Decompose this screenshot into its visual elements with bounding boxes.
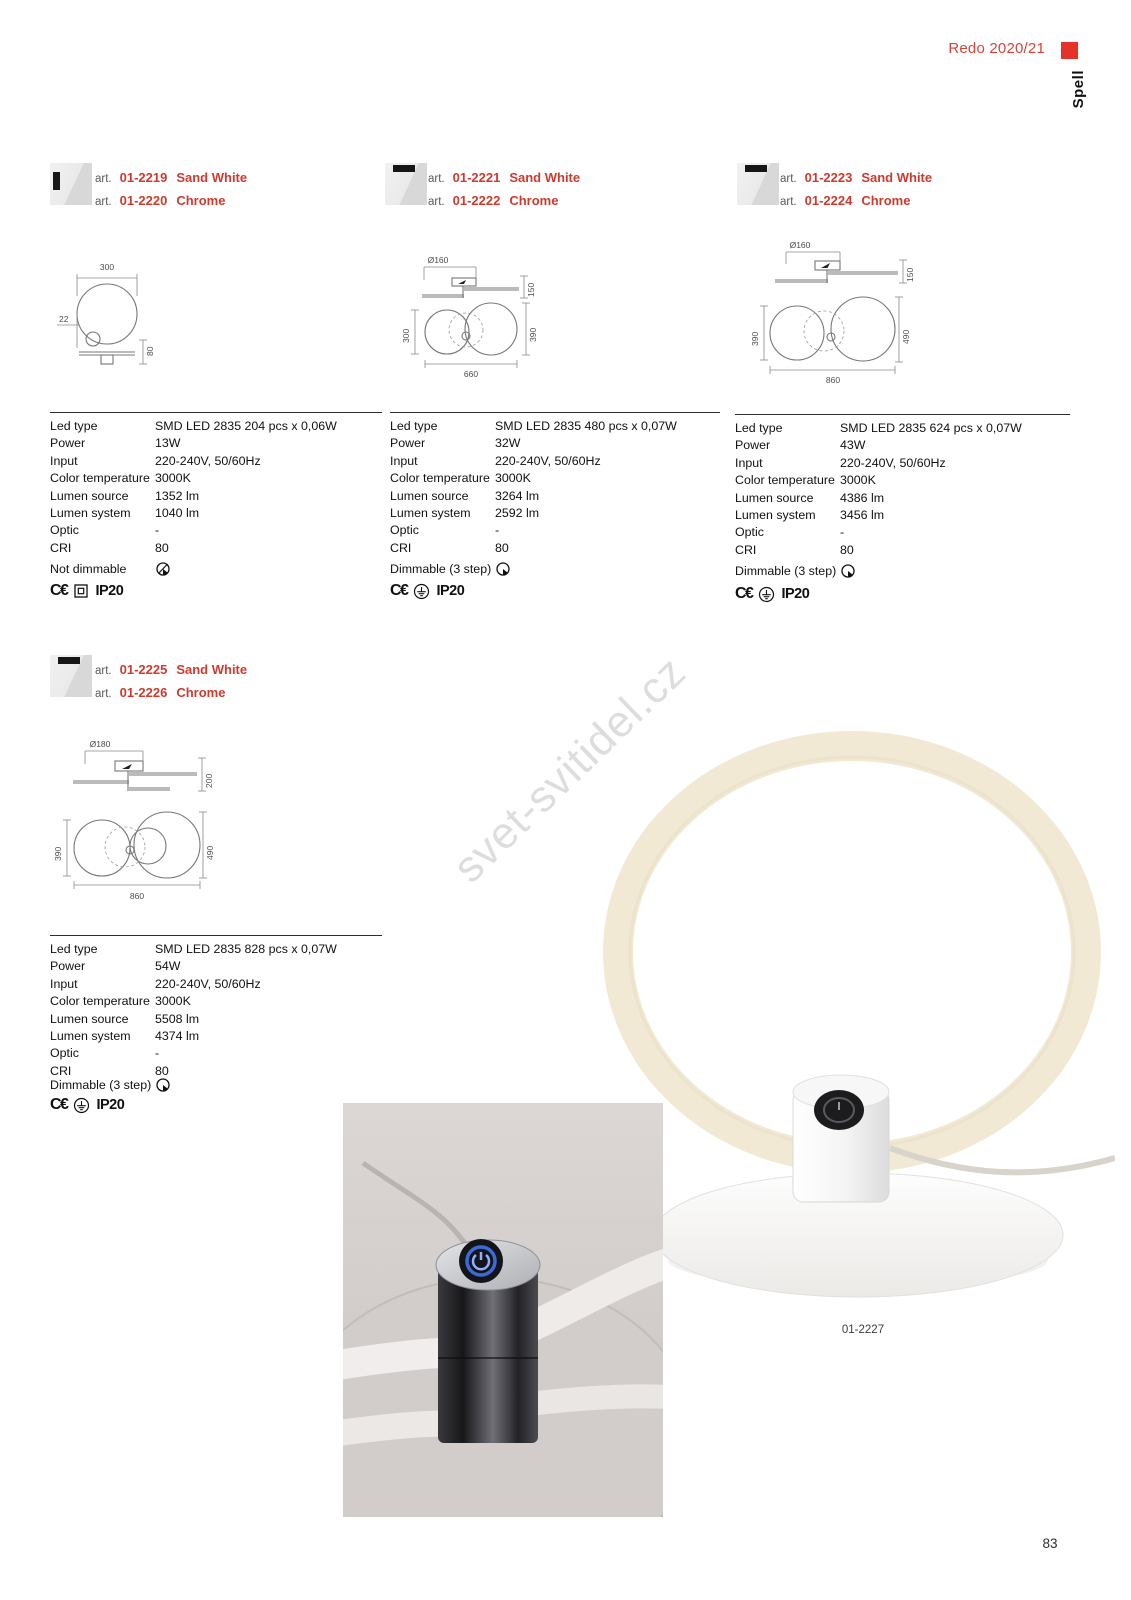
spec-row: [50, 959, 382, 976]
spec-row: [735, 543, 1070, 560]
spec-row: [390, 436, 720, 453]
technical-drawing: [748, 236, 916, 388]
earth-ground-icon: [73, 1097, 90, 1114]
art-finish: Sand White: [861, 170, 933, 185]
article-line: [95, 659, 247, 682]
spec-row: [390, 489, 720, 506]
spec-row: [50, 436, 382, 453]
art-finish: Sand White: [176, 662, 248, 677]
spec-table: [735, 414, 1070, 560]
ce-mark-icon: C€: [50, 1096, 68, 1113]
spec-label: Optic: [50, 1046, 79, 1061]
certifications: [50, 1096, 124, 1114]
technical-drawing: [400, 250, 545, 382]
spec-label: Led type: [735, 421, 783, 435]
art-finish: Sand White: [509, 170, 581, 185]
spec-value: 3000K: [840, 473, 876, 488]
certifications: [390, 582, 464, 600]
spec-value: 3000K: [155, 471, 191, 486]
spec-row: [50, 994, 382, 1011]
certifications: [50, 582, 123, 600]
spec-label: CRI: [390, 540, 412, 555]
ip-rating: IP20: [781, 586, 810, 602]
spec-label: Lumen system: [735, 507, 816, 522]
dimension-label: 22: [59, 314, 69, 324]
dimmer-row: [390, 560, 511, 578]
dimmer-label: Not dimmable: [50, 562, 127, 576]
art-code: 01-2224: [804, 193, 853, 208]
spec-label: Lumen source: [390, 488, 469, 503]
dimension-label: 490: [205, 845, 215, 860]
spec-label: Color temperature: [50, 994, 150, 1009]
spec-row: [50, 454, 382, 471]
art-label: art.: [428, 173, 445, 185]
spec-row: [390, 523, 720, 540]
art-code: 01-2220: [119, 193, 168, 208]
art-finish: Chrome: [176, 685, 226, 700]
spec-label: Input: [50, 453, 78, 468]
art-label: art.: [95, 688, 112, 700]
spec-value: 54W: [155, 959, 181, 974]
spec-row: [50, 977, 382, 994]
catalog-title: Redo 2020/21: [948, 40, 1045, 57]
ip-rating: IP20: [436, 583, 465, 599]
ring-outline: [77, 284, 137, 344]
spec-label: Color temperature: [50, 471, 150, 486]
spec-label: Lumen source: [50, 1011, 129, 1026]
spec-row: [390, 506, 720, 523]
ceiling-lamp-mark: [58, 657, 80, 664]
dimension-label: 860: [129, 891, 145, 901]
spec-value: SMD LED 2835 828 pcs x 0,07W: [155, 942, 337, 956]
article-line: [428, 190, 580, 213]
photo-caption: 01-2227: [841, 1324, 885, 1336]
dimension-label: 390: [528, 327, 538, 342]
spec-label: Lumen source: [735, 490, 814, 505]
art-label: art.: [95, 665, 112, 677]
spec-row: [50, 419, 382, 436]
dimension-label: Ø160: [789, 240, 811, 250]
collection-title: Spell: [1070, 70, 1087, 109]
light-tube-arm: [538, 1396, 663, 1403]
product-thumbnail: [737, 163, 779, 205]
product-thumbnail: [50, 163, 92, 205]
spec-table: [50, 935, 382, 1081]
spec-value: -: [840, 525, 845, 540]
spec-value: 13W: [155, 436, 181, 451]
dimmer-label: Dimmable (3 step): [390, 562, 492, 576]
dimension-label: 390: [750, 331, 760, 346]
spec-row: [735, 508, 1070, 525]
spec-value: 1040 lm: [155, 505, 200, 520]
spec-label: Power: [50, 959, 86, 974]
spec-label: Led type: [50, 942, 98, 956]
spec-value: 4374 lm: [155, 1028, 200, 1043]
spec-value: 43W: [840, 438, 866, 453]
spec-row: [735, 421, 1070, 438]
spec-label: Power: [735, 438, 771, 453]
certifications: [735, 585, 809, 603]
watermark: svet-svitidel.cz: [443, 647, 696, 893]
class-ii-icon: [73, 583, 89, 599]
spec-row: [390, 541, 720, 558]
spec-row: [50, 489, 382, 506]
ce-mark-icon: C€: [735, 585, 753, 602]
spec-label: Input: [390, 453, 418, 468]
spec-value: -: [155, 523, 160, 538]
spec-value: 32W: [495, 436, 521, 451]
ip-rating: IP20: [95, 583, 124, 599]
dimmer-label: Dimmable (3 step): [735, 564, 837, 578]
article-line: [95, 167, 247, 190]
spec-label: Optic: [50, 523, 79, 538]
art-finish: Chrome: [176, 193, 226, 208]
dimmer-row: [50, 1076, 171, 1094]
spec-row: [735, 456, 1070, 473]
dimension-label: 300: [99, 262, 115, 272]
spec-row: [390, 454, 720, 471]
dimension-label: 300: [401, 328, 411, 343]
spec-value: -: [495, 523, 500, 538]
spec-value: 220-240V, 50/60Hz: [155, 453, 261, 468]
art-label: art.: [780, 196, 797, 208]
spec-row: [735, 473, 1070, 490]
page-number: 83: [1042, 1536, 1058, 1551]
spec-value: 220-240V, 50/60Hz: [495, 453, 601, 468]
art-code: 01-2226: [119, 685, 168, 700]
article-line: [428, 167, 580, 190]
spec-row: [50, 1046, 382, 1063]
spec-row: [735, 525, 1070, 542]
spec-row: [50, 942, 382, 959]
spec-value: 1352 lm: [155, 488, 200, 503]
spec-label: Color temperature: [735, 473, 835, 488]
dimmable-icon: [495, 561, 511, 577]
spec-value: 4386 lm: [840, 490, 885, 505]
article-line: [780, 167, 932, 190]
ceiling-lamp-mark: [393, 165, 415, 172]
spec-value: 220-240V, 50/60Hz: [840, 455, 946, 470]
spec-row: [390, 419, 720, 436]
art-code: 01-2221: [452, 170, 501, 185]
dimmer-label: Dimmable (3 step): [50, 1078, 152, 1092]
spec-label: Power: [390, 436, 426, 451]
spec-label: Lumen system: [390, 505, 471, 520]
spec-row: [50, 471, 382, 488]
spec-value: 80: [840, 542, 854, 557]
dimmer-row: [735, 562, 856, 580]
accent-square: [1061, 42, 1078, 59]
wall-lamp-mark: [53, 172, 60, 190]
dimmer-row: [50, 560, 171, 578]
article-numbers: [95, 659, 247, 705]
spec-value: SMD LED 2835 624 pcs x 0,07W: [840, 421, 1022, 435]
dimmable-icon: [155, 1077, 171, 1093]
art-code: 01-2225: [119, 662, 168, 677]
dimension-label: 490: [901, 329, 911, 344]
spec-label: CRI: [50, 1063, 72, 1078]
article-line: [95, 682, 247, 705]
art-code: 01-2223: [804, 170, 853, 185]
dimension-label: 390: [53, 846, 63, 861]
spec-value: 80: [155, 540, 169, 555]
spec-row: [50, 506, 382, 523]
spec-label: Optic: [735, 525, 764, 540]
ceiling-lamp-mark: [745, 165, 767, 172]
spec-label: CRI: [50, 540, 72, 555]
spec-label: Led type: [390, 419, 438, 433]
dimension-label: 860: [825, 375, 841, 385]
spec-value: 3264 lm: [495, 488, 540, 503]
spec-value: 3000K: [155, 994, 191, 1009]
dimension-label: 200: [204, 773, 214, 788]
spec-value: 3456 lm: [840, 507, 885, 522]
art-label: art.: [428, 196, 445, 208]
spec-value: 2592 lm: [495, 505, 540, 520]
article-line: [95, 190, 247, 213]
spec-row: [50, 541, 382, 558]
spec-label: Optic: [390, 523, 419, 538]
art-finish: Chrome: [509, 193, 559, 208]
spec-row: [50, 523, 382, 540]
spec-value: -: [155, 1046, 160, 1061]
spec-label: CRI: [735, 542, 757, 557]
dimension-label: 150: [526, 282, 536, 297]
dimension-label: 660: [463, 369, 479, 379]
spec-value: 80: [155, 1063, 169, 1078]
spec-row: [50, 1012, 382, 1029]
spec-row: [735, 491, 1070, 508]
spec-value: SMD LED 2835 204 pcs x 0,06W: [155, 419, 337, 433]
dimension-label: 80: [145, 346, 155, 356]
art-label: art.: [95, 196, 112, 208]
technical-drawing: [45, 252, 185, 370]
ce-mark-icon: C€: [50, 582, 68, 599]
not-dimmable-icon: [155, 561, 171, 577]
ce-mark-icon: C€: [390, 582, 408, 599]
earth-ground-icon: [413, 583, 430, 600]
spec-label: Lumen source: [50, 488, 129, 503]
art-label: art.: [780, 173, 797, 185]
technical-drawing: [45, 733, 220, 905]
dimmable-icon: [840, 563, 856, 579]
spec-label: Power: [50, 436, 86, 451]
product-thumbnail: [50, 655, 92, 697]
product-photo-detail: [343, 1103, 663, 1517]
article-numbers: [428, 167, 580, 213]
art-finish: Chrome: [861, 193, 911, 208]
spec-value: 220-240V, 50/60Hz: [155, 976, 261, 991]
spec-row: [735, 438, 1070, 455]
ip-rating: IP20: [96, 1097, 125, 1113]
dimension-label: 150: [905, 267, 915, 282]
art-code: 01-2222: [452, 193, 501, 208]
art-code: 01-2219: [119, 170, 168, 185]
spec-label: Input: [735, 455, 763, 470]
spec-table: [390, 412, 720, 558]
earth-ground-icon: [758, 586, 775, 603]
dimension-label: Ø180: [89, 739, 111, 749]
spec-row: [390, 471, 720, 488]
spec-value: 80: [495, 540, 509, 555]
spec-value: 3000K: [495, 471, 531, 486]
spec-value: 5508 lm: [155, 1011, 200, 1026]
spec-label: Color temperature: [390, 471, 490, 486]
spec-value: SMD LED 2835 480 pcs x 0,07W: [495, 419, 677, 433]
art-finish: Sand White: [176, 170, 248, 185]
spec-label: Lumen system: [50, 505, 131, 520]
art-label: art.: [95, 173, 112, 185]
article-line: [780, 190, 932, 213]
spec-row: [50, 1029, 382, 1046]
article-numbers: [95, 167, 247, 213]
spec-label: Led type: [50, 419, 98, 433]
dimension-label: Ø160: [427, 255, 449, 265]
spec-table: [50, 412, 382, 558]
article-numbers: [780, 167, 932, 213]
spec-label: Input: [50, 976, 78, 991]
product-photo-table-lamp: [600, 700, 1115, 1350]
spec-label: Lumen system: [50, 1028, 131, 1043]
product-thumbnail: [385, 163, 427, 205]
